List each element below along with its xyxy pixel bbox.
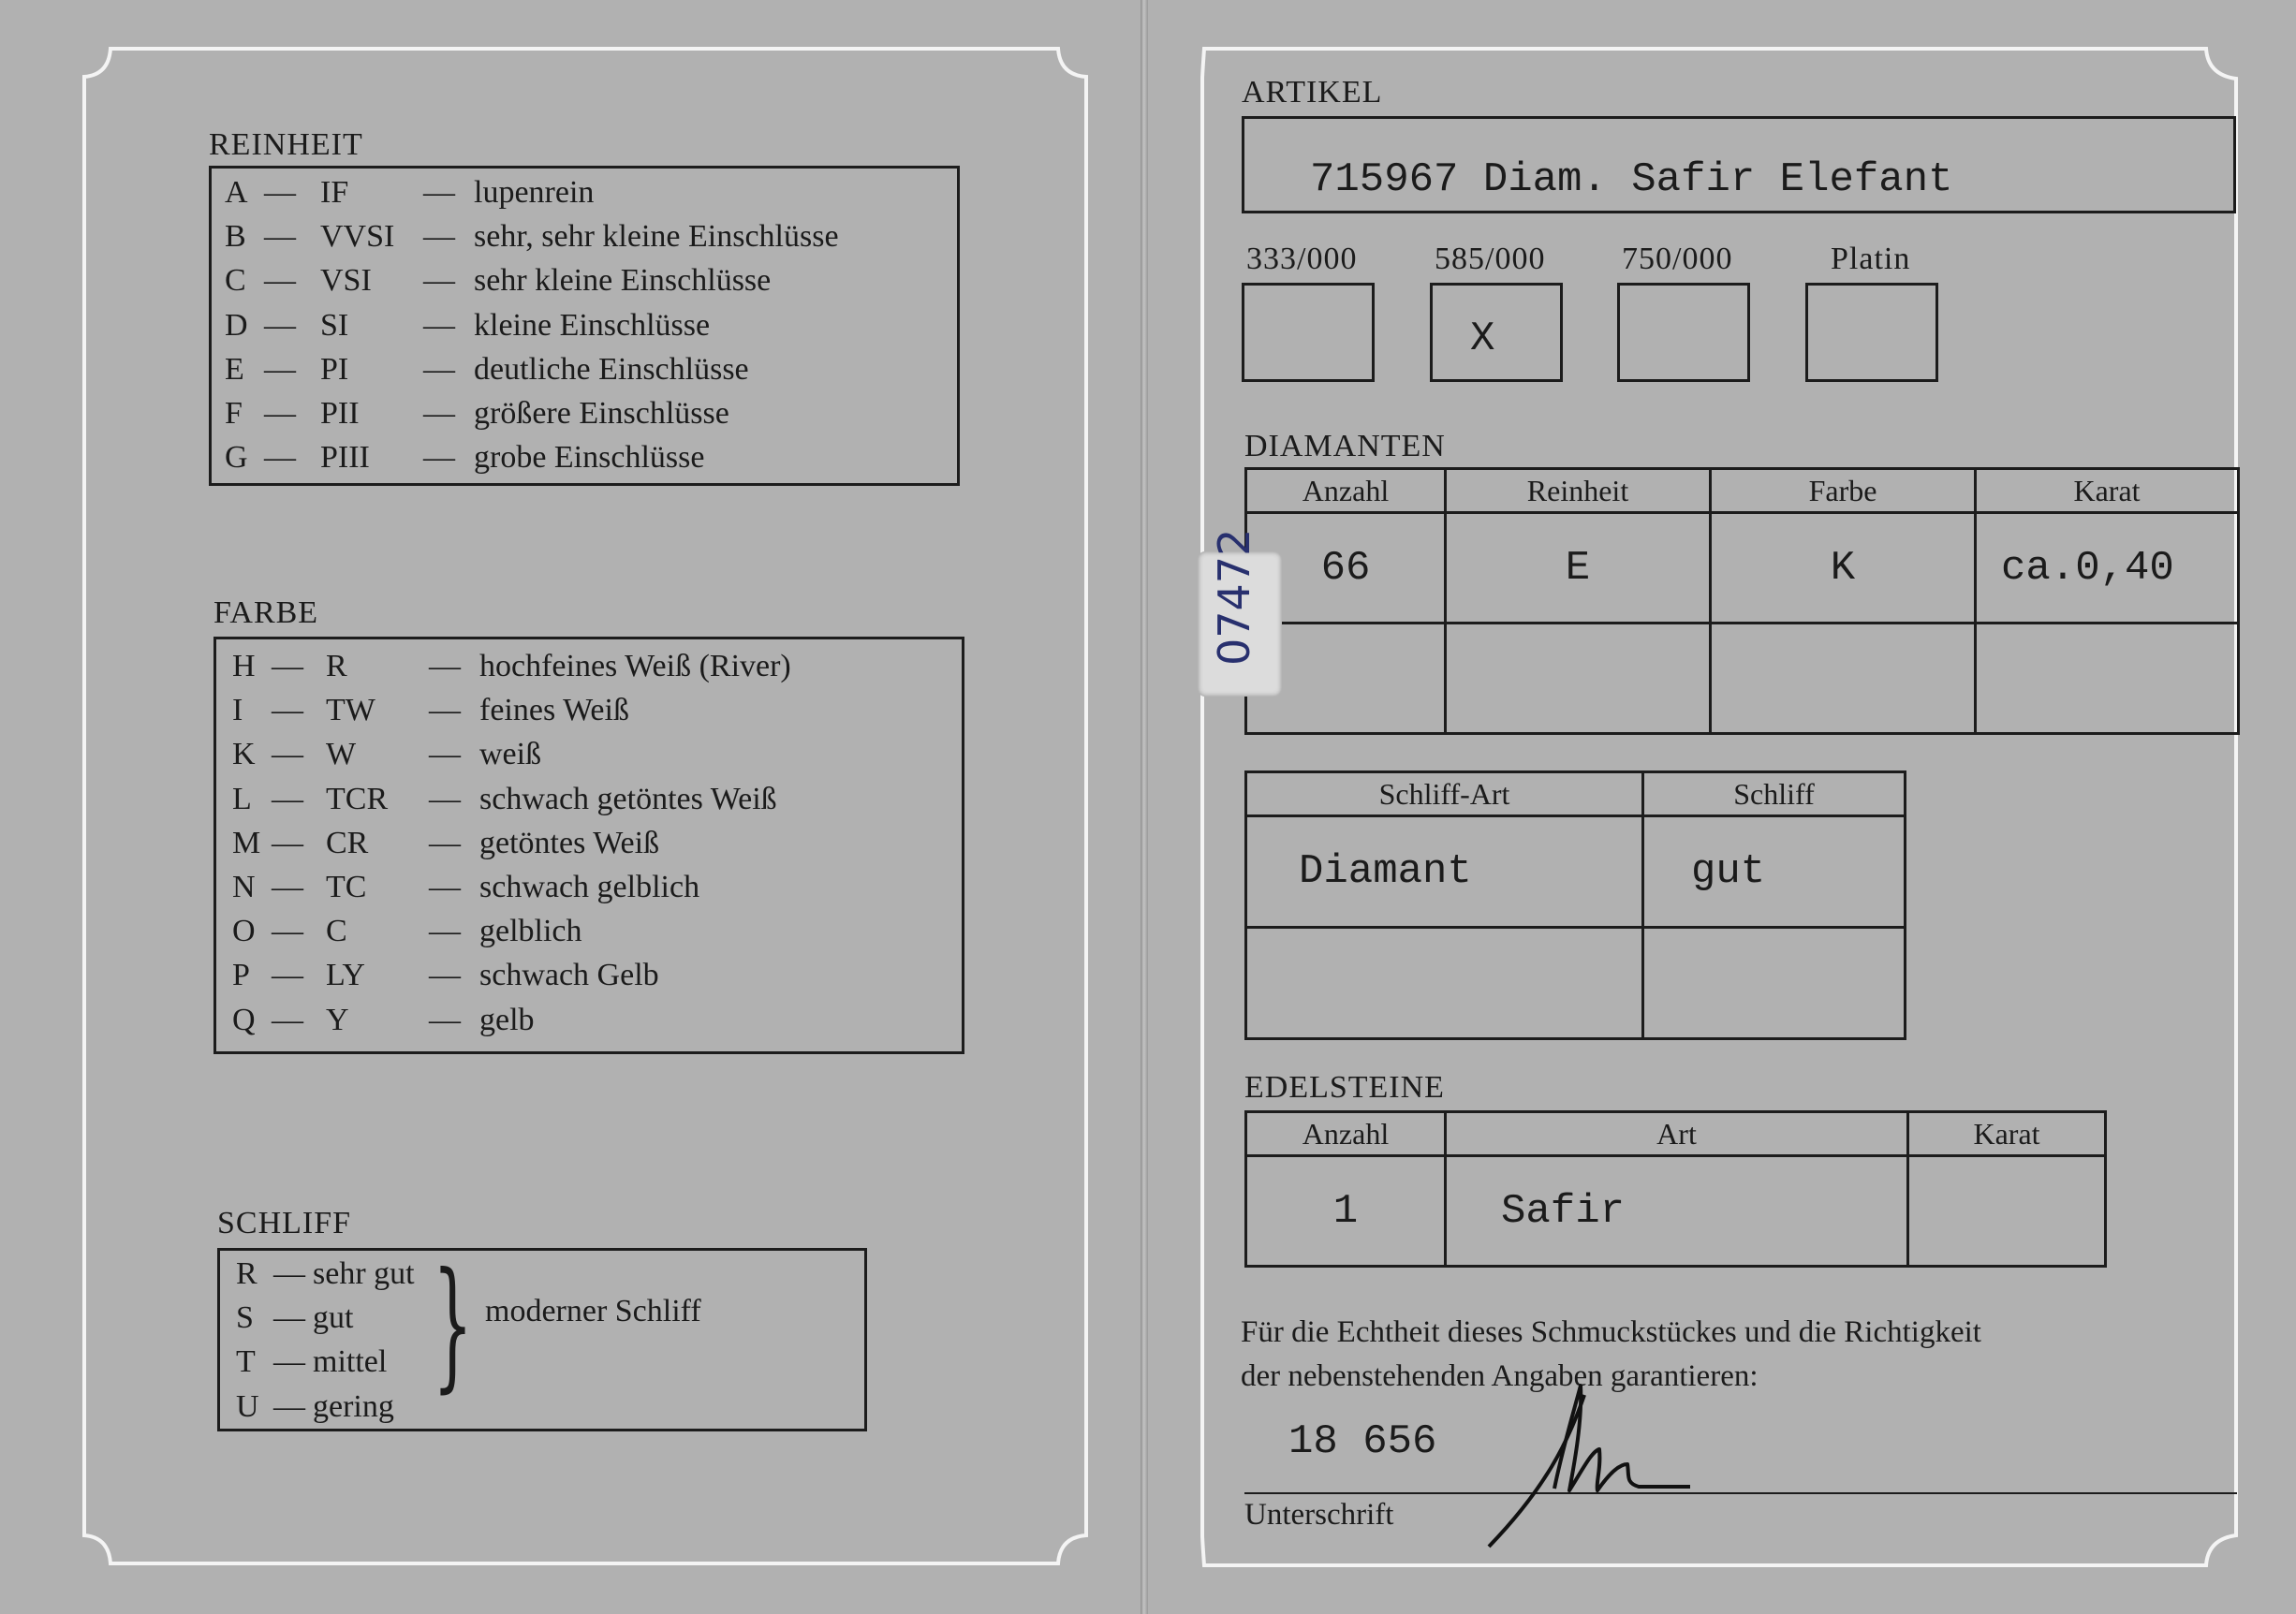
artikel-value: 715967 Diam. Safir Elefant [1310,156,1953,203]
farbe-legend-desc: hochfeines Weiß (River) [479,649,791,683]
reinheit-legend-dash: — [264,396,296,431]
diamanten-header: Farbe [1711,469,1976,513]
reinheit-legend-short: PI [320,351,349,387]
diamanten-cell [1711,624,1976,734]
reinheit-legend-dash: — [423,307,455,343]
handwritten-signature [1479,1367,1704,1554]
reinheit-legend-code: G [225,440,248,476]
farbe-legend-dash: — [429,1002,461,1037]
schliff-legend-dash: — [273,1256,305,1291]
schliff_table-cell: gut [1643,816,1906,928]
edelsteine-header: Karat [1908,1112,2106,1156]
farbe-legend-short: R [326,649,347,683]
reinheit-legend-desc: deutliche Einschlüsse [474,351,749,387]
table-row [1246,624,2239,734]
farbe-legend-dash: — [429,737,461,772]
schliff_table-header: Schliff [1643,772,1906,816]
diamanten-header: Karat [1976,469,2239,513]
schliff-legend-desc: sehr gut [313,1256,415,1291]
farbe-legend-dash: — [272,649,303,683]
reinheit-legend-dash: — [423,263,455,299]
edelsteine-title: EDELSTEINE [1244,1070,1445,1105]
farbe-legend-desc: gelb [479,1002,535,1037]
metal-checkbox [1430,283,1563,382]
metal-mark: X [1470,315,1495,362]
table-row [1246,816,1906,928]
reinheit-legend-dash: — [423,396,455,431]
diamanten-cell: 66 [1246,513,1446,624]
farbe-legend-dash: — [272,958,303,993]
artikel-box [1242,116,2236,213]
farbe-legend-dash: — [429,781,461,816]
reinheit-legend-code: E [225,351,244,387]
diamanten-header: Anzahl [1246,469,1446,513]
farbe-legend-dash: — [429,649,461,683]
farbe-legend-desc: getöntes Weiß [479,825,660,860]
reinheit-legend-short: PIII [320,440,370,476]
left-page [0,0,1141,1614]
farbe-legend-short: TW [326,693,375,728]
diamanten-cell: K [1711,513,1976,624]
reinheit-legend-desc: sehr kleine Einschlüsse [474,263,772,299]
metal-label: Platin [1831,242,1911,276]
center-fold [1141,0,1148,1614]
reinheit-legend-desc: kleine Einschlüsse [474,307,711,343]
schliff_table-cell [1643,928,1906,1039]
guarantee-line-2: der nebenstehenden Angaben garantieren: [1241,1359,1759,1393]
diamanten-header: Reinheit [1446,469,1711,513]
farbe-legend-dash: — [429,693,461,728]
farbe-legend-dash: — [272,870,303,904]
farbe-legend-dash: — [272,781,303,816]
metal-label: 750/000 [1622,242,1733,276]
edelsteine-cell: Safir [1446,1156,1908,1267]
farbe-legend-dash: — [429,870,461,904]
signature-line [1244,1492,2237,1494]
reinheit-legend-dash: — [264,175,296,210]
farbe-legend-short: LY [326,958,365,993]
farbe-legend-desc: schwach getöntes Weiß [479,781,777,816]
farbe-legend-short: TC [326,870,367,904]
diamanten-cell: ca.0,40 [1976,513,2239,624]
table-row [1246,928,1906,1039]
reinheit-legend-code: F [225,396,243,431]
farbe-legend-code: Q [232,1002,256,1037]
farbe-legend-code: N [232,870,256,904]
farbe-legend-code: H [232,649,256,683]
reinheit-legend-short: VSI [320,263,372,299]
edelsteine-header: Anzahl [1246,1112,1446,1156]
metal-checkbox [1805,283,1938,382]
farbe-legend-desc: schwach gelblich [479,870,700,904]
signature-label: Unterschrift [1244,1498,1394,1532]
farbe-legend-short: TCR [326,781,389,816]
farbe-legend-short: CR [326,825,369,860]
farbe-legend-dash: — [272,737,303,772]
farbe-legend-code: P [232,958,250,993]
guarantee-line-1: Für die Echtheit dieses Schmuckstückes und die Richtigkeit [1241,1315,1981,1349]
edelsteine-cell [1908,1156,2106,1267]
schliff_table-cell [1246,928,1643,1039]
artikel-title: ARTIKEL [1242,75,1383,110]
diamanten-cell [1976,624,2239,734]
reinheit-legend-dash: — [423,175,455,210]
farbe-legend-short: W [326,737,357,772]
farbe-legend-code: K [232,737,256,772]
reinheit-legend-dash: — [264,219,296,255]
reinheit-legend-short: SI [320,307,349,343]
reinheit-legend-dash: — [264,307,296,343]
farbe-legend-code: O [232,914,256,949]
reinheit-legend-short: VVSI [320,219,395,255]
schliff-group-label: moderner Schliff [485,1294,701,1328]
metal-label: 333/000 [1246,242,1358,276]
farbe-legend-desc: weiß [479,737,542,772]
reinheit-legend-dash: — [423,440,455,476]
metal-checkbox [1242,283,1375,382]
farbe-title: FARBE [213,595,319,630]
farbe-legend-dash: — [272,914,303,949]
dealer-number: 18 656 [1288,1418,1437,1465]
reinheit-legend-desc: größere Einschlüsse [474,396,729,431]
farbe-legend-desc: schwach Gelb [479,958,659,993]
reinheit-legend-dash: — [423,351,455,387]
table-row [1246,1156,2106,1267]
diamanten-cell [1446,624,1711,734]
schliff-legend-desc: gering [313,1388,394,1424]
schliff-brace: } [433,1243,473,1406]
reinheit-legend-short: PII [320,396,360,431]
stamp-number: 07472 [1209,528,1259,666]
farbe-legend-code: L [232,781,252,816]
schliff-legend-dash: — [273,1300,305,1336]
reinheit-legend-dash: — [264,440,296,476]
inventory-stamp [1198,528,1282,697]
schliff-legend-code: S [236,1300,254,1336]
reinheit-legend-code: A [225,175,248,210]
table-row [1246,513,2239,624]
schliff-legend-code: U [236,1388,259,1424]
reinheit-legend-dash: — [264,263,296,299]
farbe-legend-desc: gelblich [479,914,582,949]
reinheit-legend-code: C [225,263,246,299]
edelsteine-cell: 1 [1246,1156,1446,1267]
reinheit-legend-desc: lupenrein [474,175,595,210]
reinheit-legend-desc: sehr, sehr kleine Einschlüsse [474,219,839,255]
reinheit-legend-dash: — [423,219,455,255]
schliff_table-header: Schliff-Art [1246,772,1643,816]
schliff-title: SCHLIFF [217,1206,352,1240]
metal-checkbox [1617,283,1750,382]
farbe-legend-dash: — [429,914,461,949]
reinheit-legend-short: IF [320,175,349,210]
schliff_table-cell: Diamant [1246,816,1643,928]
farbe-legend-dash: — [272,693,303,728]
farbe-legend-code: I [232,693,243,728]
reinheit-legend-code: B [225,219,246,255]
diamanten-title: DIAMANTEN [1244,429,1446,463]
reinheit-legend-desc: grobe Einschlüsse [474,440,705,476]
reinheit-legend-dash: — [264,351,296,387]
diamanten-cell: E [1446,513,1711,624]
farbe-legend-dash: — [429,958,461,993]
reinheit-title: REINHEIT [209,127,363,162]
farbe-legend-dash: — [272,1002,303,1037]
schliff-legend-desc: gut [313,1300,354,1336]
reinheit-legend-code: D [225,307,248,343]
farbe-legend-code: M [232,825,261,860]
farbe-legend-short: Y [326,1002,349,1037]
schliff-legend-dash: — [273,1388,305,1424]
edelsteine-table [1244,1110,2107,1268]
farbe-legend-desc: feines Weiß [479,693,629,728]
schliff-table [1244,770,1906,1040]
schliff-legend-code: R [236,1256,258,1291]
schliff-legend-code: T [236,1344,256,1380]
farbe-legend-dash: — [272,825,303,860]
edelsteine-header: Art [1446,1112,1908,1156]
farbe-legend-short: C [326,914,347,949]
metal-label: 585/000 [1435,242,1546,276]
farbe-legend-dash: — [429,825,461,860]
schliff-legend-desc: mittel [313,1344,388,1380]
schliff-legend-dash: — [273,1344,305,1380]
diamanten-table [1244,467,2240,735]
